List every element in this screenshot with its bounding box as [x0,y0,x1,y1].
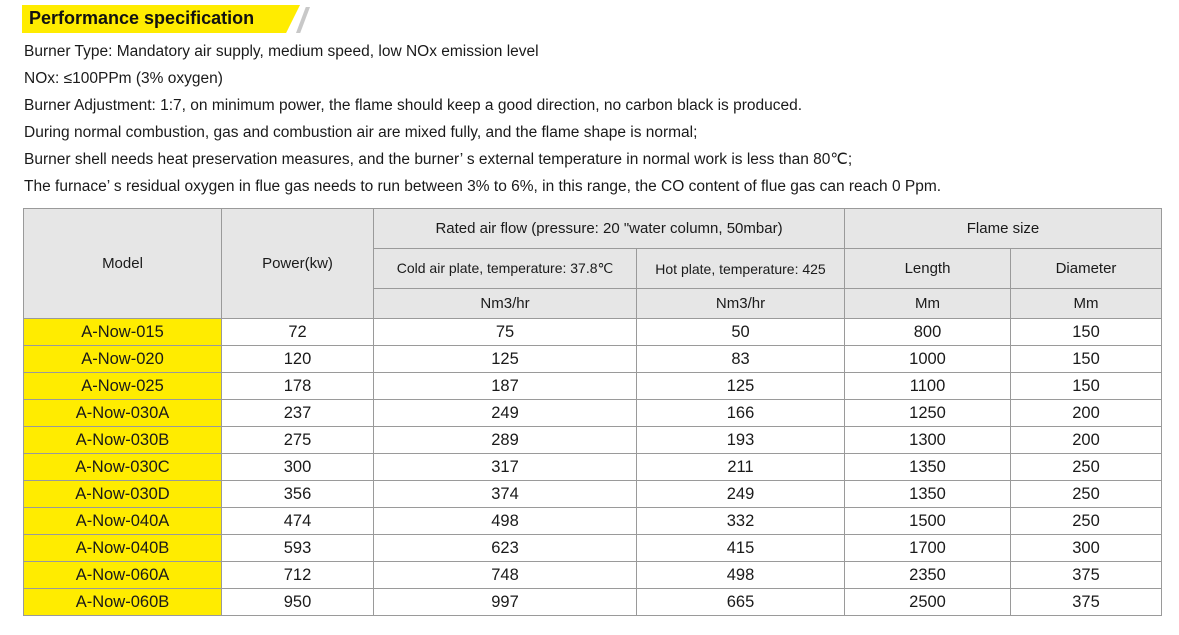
description-nox: NOx: ≤100PPm (3% oxygen) [24,70,223,87]
header-length: Length [845,249,1011,289]
cell-flame-length: 1100 [845,373,1011,400]
description-burner-type: Burner Type: Mandatory air supply, medium speed, low NOx emission level [24,43,539,60]
header-cold-air-plate: Cold air plate, temperature: 37.8℃ [374,249,637,289]
cell-flame-diameter: 375 [1011,562,1162,589]
cell-flame-diameter: 150 [1011,346,1162,373]
cell-cold-air-flow: 317 [374,454,637,481]
cell-cold-air-flow: 187 [374,373,637,400]
cell-power: 474 [222,508,374,535]
cell-flame-diameter: 300 [1011,535,1162,562]
cell-flame-diameter: 150 [1011,319,1162,346]
cell-hot-air-flow: 50 [637,319,845,346]
header-rated-air-flow: Rated air flow (pressure: 20 "water column, 50mbar) [374,209,845,249]
unit-diameter: Mm [1011,289,1162,319]
cell-hot-air-flow: 83 [637,346,845,373]
table-row [24,589,1162,616]
cell-power: 120 [222,346,374,373]
cell-cold-air-flow: 997 [374,589,637,616]
cell-hot-air-flow: 498 [637,562,845,589]
cell-power: 178 [222,373,374,400]
cell-flame-length: 800 [845,319,1011,346]
cell-power: 356 [222,481,374,508]
cell-flame-diameter: 250 [1011,454,1162,481]
unit-cold: Nm3/hr [374,289,637,319]
unit-hot: Nm3/hr [637,289,845,319]
cell-model: A-Now-060A [24,562,222,589]
cell-cold-air-flow: 498 [374,508,637,535]
cell-flame-diameter: 375 [1011,589,1162,616]
cell-flame-length: 1250 [845,400,1011,427]
table-row [24,427,1162,454]
header-flame-size: Flame size [845,209,1162,249]
section-title: Performance specification [29,8,255,28]
table-row [24,481,1162,508]
header-model: Model [24,209,222,319]
cell-cold-air-flow: 75 [374,319,637,346]
table-row [24,319,1162,346]
header-power: Power(kw) [222,209,374,319]
cell-cold-air-flow: 374 [374,481,637,508]
cell-cold-air-flow: 125 [374,346,637,373]
description-normal-combustion: During normal combustion, gas and combustion air are mixed fully, and the flame shape is normal; [24,124,698,141]
cell-power: 275 [222,427,374,454]
description-block [24,38,1154,200]
cell-cold-air-flow: 289 [374,427,637,454]
cell-model: A-Now-025 [24,373,222,400]
cell-flame-length: 1700 [845,535,1011,562]
unit-length: Mm [845,289,1011,319]
cell-flame-length: 1350 [845,454,1011,481]
cell-model: A-Now-030A [24,400,222,427]
cell-flame-diameter: 250 [1011,481,1162,508]
cell-hot-air-flow: 332 [637,508,845,535]
cell-power: 712 [222,562,374,589]
cell-hot-air-flow: 193 [637,427,845,454]
table-row [24,454,1162,481]
cell-model: A-Now-015 [24,319,222,346]
cell-flame-diameter: 200 [1011,427,1162,454]
cell-cold-air-flow: 249 [374,400,637,427]
cell-hot-air-flow: 415 [637,535,845,562]
cell-hot-air-flow: 249 [637,481,845,508]
table-row [24,373,1162,400]
cell-power: 72 [222,319,374,346]
cell-cold-air-flow: 748 [374,562,637,589]
cell-flame-length: 1350 [845,481,1011,508]
table-row [24,400,1162,427]
cell-power: 593 [222,535,374,562]
cell-hot-air-flow: 211 [637,454,845,481]
cell-hot-air-flow: 665 [637,589,845,616]
description-burner-shell: Burner shell needs heat preservation measures, and the burner’ s external temperature in normal work is less than 80℃; [24,151,853,168]
description-burner-adjustment: Burner Adjustment: 1:7, on minimum power, the flame should keep a good direction, no carbon black is produced. [24,97,803,114]
cell-model: A-Now-040A [24,508,222,535]
cell-power: 950 [222,589,374,616]
cell-model: A-Now-040B [24,535,222,562]
header-hot-plate: Hot plate, temperature: 425 [637,249,845,289]
title-accent-slash [296,7,310,33]
cell-flame-length: 2500 [845,589,1011,616]
cell-model: A-Now-060B [24,589,222,616]
cell-flame-length: 1000 [845,346,1011,373]
cell-hot-air-flow: 125 [637,373,845,400]
performance-table [23,208,1162,616]
cell-hot-air-flow: 166 [637,400,845,427]
cell-flame-length: 1300 [845,427,1011,454]
cell-flame-diameter: 250 [1011,508,1162,535]
table-row [24,508,1162,535]
table-body [24,319,1162,616]
cell-cold-air-flow: 623 [374,535,637,562]
table-row [24,346,1162,373]
cell-model: A-Now-020 [24,346,222,373]
cell-model: A-Now-030D [24,481,222,508]
table-row [24,562,1162,589]
cell-model: A-Now-030B [24,427,222,454]
description-residual-oxygen: The furnace’ s residual oxygen in flue gas needs to run between 3% to 6%, in this range, the CO content of flue gas can reach 0 Ppm. [24,178,942,195]
table-row [24,535,1162,562]
cell-flame-diameter: 150 [1011,373,1162,400]
cell-power: 237 [222,400,374,427]
cell-model: A-Now-030C [24,454,222,481]
cell-flame-diameter: 200 [1011,400,1162,427]
cell-flame-length: 1500 [845,508,1011,535]
cell-flame-length: 2350 [845,562,1011,589]
header-diameter: Diameter [1011,249,1162,289]
cell-power: 300 [222,454,374,481]
